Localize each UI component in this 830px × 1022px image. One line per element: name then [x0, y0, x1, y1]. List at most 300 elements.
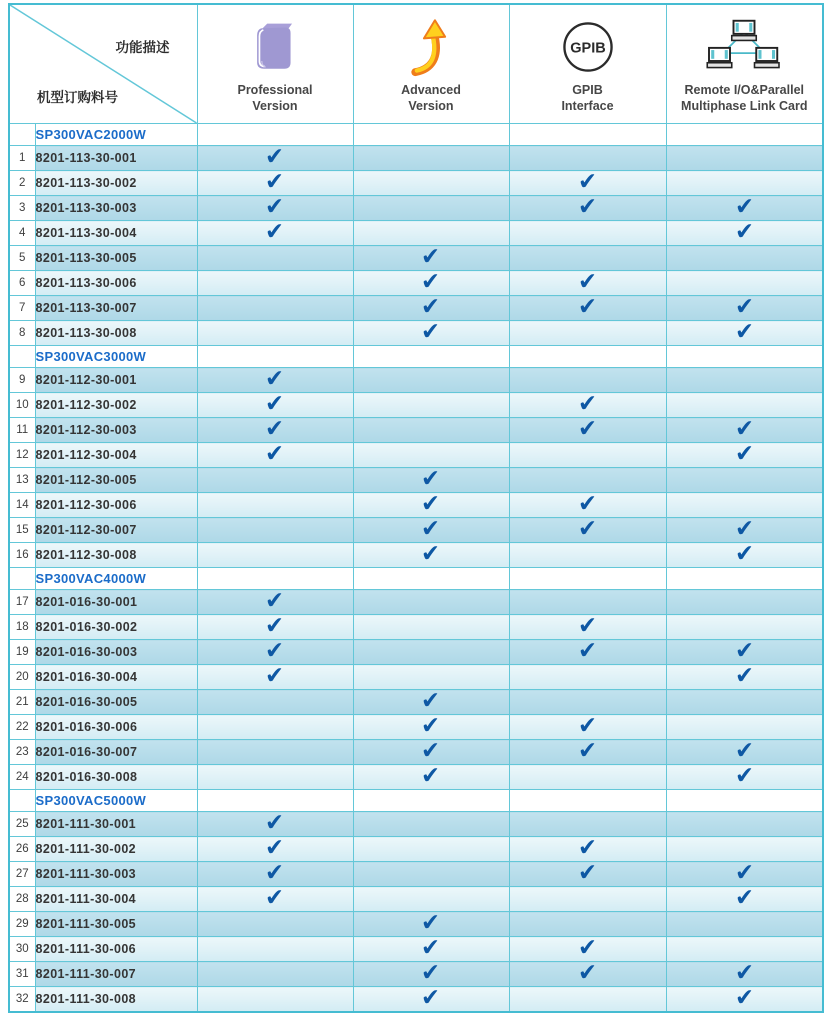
feature-cell-gpib-interface: [509, 711, 666, 740]
feature-cell-advanced-version: [353, 146, 509, 171]
check-icon: ✔: [420, 933, 442, 961]
row-number: 22: [9, 715, 35, 740]
part-row: [9, 246, 823, 271]
feature-cell-gpib-interface: [509, 167, 666, 196]
part-number: 8201-111-30-002: [35, 837, 197, 862]
part-row: [9, 912, 823, 937]
feature-cell-gpib-interface: [509, 611, 666, 640]
feature-cell-advanced-version: [353, 908, 509, 937]
part-row: [9, 837, 823, 862]
feature-cell-advanced-version: [353, 615, 509, 640]
feature-cell-remote-link-card: [666, 393, 823, 418]
feature-cell-professional-version: [197, 912, 353, 937]
feature-description-label: 功能描述: [115, 40, 170, 55]
check-icon: ✔: [577, 514, 598, 542]
feature-cell-advanced-version: [353, 887, 509, 912]
model-part-number-label: 机型订购料号: [37, 90, 118, 105]
check-icon: ✔: [420, 464, 442, 492]
up-arrow-icon: [409, 14, 453, 80]
check-icon: ✔: [264, 192, 286, 220]
check-icon: ✔: [577, 736, 598, 764]
feature-cell-professional-version: [197, 414, 353, 443]
check-icon: ✔: [577, 167, 598, 195]
model-name: SP300VAC4000W: [35, 568, 197, 590]
part-number: 8201-111-30-003: [35, 862, 197, 887]
feature-cell-advanced-version: [353, 862, 509, 887]
feature-cell-professional-version: [197, 217, 353, 246]
feature-cell-professional-version: [197, 740, 353, 765]
model-name: SP300VAC5000W: [35, 790, 197, 812]
feature-cell-professional-version: [197, 690, 353, 715]
feature-cell-gpib-interface: [509, 389, 666, 418]
check-icon: ✔: [577, 858, 598, 886]
feature-cell-gpib-interface: [509, 221, 666, 246]
feature-cell-remote-link-card: [666, 217, 823, 246]
feature-cell-remote-link-card: [666, 539, 823, 568]
matrix-body: [9, 124, 823, 1013]
row-number: 30: [9, 937, 35, 962]
part-number: 8201-016-30-002: [35, 615, 197, 640]
part-row: [9, 862, 823, 887]
feature-cell-advanced-version: [353, 196, 509, 221]
check-icon: ✔: [733, 217, 755, 245]
check-icon: ✔: [577, 414, 598, 442]
section-empty-cell-remote-link-card: [666, 568, 823, 590]
feature-cell-remote-link-card: [666, 514, 823, 543]
row-number: 1: [9, 146, 35, 171]
section-number-cell: [9, 568, 35, 590]
part-row: [9, 271, 823, 296]
feature-cell-gpib-interface: [509, 987, 666, 1013]
part-number: 8201-016-30-004: [35, 665, 197, 690]
check-icon: ✔: [264, 883, 286, 911]
feature-cell-remote-link-card: [666, 292, 823, 321]
feature-cell-advanced-version: [353, 242, 509, 271]
column-header-label: Professional Version: [237, 82, 313, 113]
check-icon: ✔: [420, 514, 442, 542]
feature-cell-advanced-version: [353, 489, 509, 518]
feature-cell-professional-version: [197, 715, 353, 740]
feature-cell-advanced-version: [353, 686, 509, 715]
check-icon: ✔: [577, 489, 598, 517]
feature-cell-professional-version: [197, 271, 353, 296]
check-icon: ✔: [264, 217, 286, 245]
feature-cell-advanced-version: [353, 393, 509, 418]
part-number: 8201-111-30-005: [35, 912, 197, 937]
part-row: [9, 765, 823, 790]
part-number: 8201-112-30-006: [35, 493, 197, 518]
row-number: 10: [9, 393, 35, 418]
row-number: 6: [9, 271, 35, 296]
part-row: [9, 418, 823, 443]
check-icon: ✔: [264, 636, 286, 664]
part-number: 8201-016-30-003: [35, 640, 197, 665]
feature-cell-professional-version: [197, 321, 353, 346]
check-icon: ✔: [264, 808, 286, 836]
part-number: 8201-113-30-005: [35, 246, 197, 271]
column-header-gpib-interface: [509, 4, 666, 124]
check-icon: ✔: [733, 636, 755, 664]
feature-cell-advanced-version: [353, 812, 509, 837]
feature-cell-professional-version: [197, 858, 353, 887]
check-icon: ✔: [733, 883, 755, 911]
check-icon: ✔: [577, 958, 598, 986]
check-icon: ✔: [420, 489, 442, 517]
part-number: 8201-112-30-001: [35, 368, 197, 393]
section-number-cell: [9, 346, 35, 368]
part-row: [9, 715, 823, 740]
feature-cell-gpib-interface: [509, 443, 666, 468]
check-icon: ✔: [264, 439, 286, 467]
check-icon: ✔: [264, 833, 286, 861]
section-empty-cell-advanced-version: [353, 346, 509, 368]
feature-cell-remote-link-card: [666, 937, 823, 962]
part-row: [9, 690, 823, 715]
part-number: 8201-112-30-004: [35, 443, 197, 468]
feature-cell-advanced-version: [353, 590, 509, 615]
part-row: [9, 196, 823, 221]
feature-cell-remote-link-card: [666, 883, 823, 912]
row-number: 29: [9, 912, 35, 937]
check-icon: ✔: [577, 292, 598, 320]
feature-cell-advanced-version: [353, 736, 509, 765]
feature-cell-advanced-version: [353, 711, 509, 740]
feature-cell-professional-version: [197, 937, 353, 962]
feature-cell-remote-link-card: [666, 368, 823, 393]
part-row: [9, 146, 823, 171]
part-number: 8201-016-30-005: [35, 690, 197, 715]
part-number: 8201-113-30-006: [35, 271, 197, 296]
feature-cell-advanced-version: [353, 368, 509, 393]
feature-cell-gpib-interface: [509, 468, 666, 493]
feature-cell-professional-version: [197, 543, 353, 568]
feature-cell-gpib-interface: [509, 321, 666, 346]
feature-cell-remote-link-card: [666, 439, 823, 468]
check-icon: ✔: [733, 292, 755, 320]
check-icon: ✔: [733, 514, 755, 542]
feature-cell-remote-link-card: [666, 715, 823, 740]
check-icon: ✔: [733, 958, 755, 986]
column-header-professional-version: [197, 4, 353, 124]
feature-cell-professional-version: [197, 962, 353, 987]
feature-cell-professional-version: [197, 296, 353, 321]
part-number: 8201-113-30-001: [35, 146, 197, 171]
feature-cell-remote-link-card: [666, 736, 823, 765]
feature-cell-professional-version: [197, 192, 353, 221]
check-icon: ✔: [577, 389, 598, 417]
part-number: 8201-111-30-008: [35, 987, 197, 1013]
check-icon: ✔: [420, 908, 442, 936]
check-icon: ✔: [420, 711, 442, 739]
feature-cell-gpib-interface: [509, 543, 666, 568]
check-icon: ✔: [733, 761, 755, 789]
feature-cell-remote-link-card: [666, 146, 823, 171]
feature-cell-professional-version: [197, 586, 353, 615]
part-number: 8201-113-30-002: [35, 171, 197, 196]
feature-cell-remote-link-card: [666, 271, 823, 296]
part-row: [9, 640, 823, 665]
row-number: 4: [9, 221, 35, 246]
feature-cell-professional-version: [197, 611, 353, 640]
row-number: 11: [9, 418, 35, 443]
row-number: 2: [9, 171, 35, 196]
row-number: 32: [9, 987, 35, 1013]
check-icon: ✔: [264, 611, 286, 639]
section-empty-cell-remote-link-card: [666, 346, 823, 368]
feature-cell-gpib-interface: [509, 292, 666, 321]
feature-cell-remote-link-card: [666, 661, 823, 690]
section-empty-cell-gpib-interface: [509, 568, 666, 590]
feature-cell-professional-version: [197, 364, 353, 393]
feature-cell-advanced-version: [353, 317, 509, 346]
feature-cell-gpib-interface: [509, 665, 666, 690]
part-row: [9, 321, 823, 346]
feature-cell-remote-link-card: [666, 761, 823, 790]
svg-text:GPIB: GPIB: [569, 40, 606, 57]
feature-cell-remote-link-card: [666, 812, 823, 837]
row-number: 8: [9, 321, 35, 346]
row-number: 24: [9, 765, 35, 790]
row-number: 9: [9, 368, 35, 393]
model-section-row: [9, 124, 823, 146]
check-icon: ✔: [577, 933, 598, 961]
check-icon: ✔: [264, 389, 286, 417]
feature-cell-remote-link-card: [666, 171, 823, 196]
book-icon: [250, 14, 300, 80]
part-row: [9, 987, 823, 1013]
part-row: [9, 171, 823, 196]
check-icon: ✔: [264, 858, 286, 886]
feature-cell-gpib-interface: [509, 933, 666, 962]
part-number: 8201-111-30-001: [35, 812, 197, 837]
check-icon: ✔: [733, 661, 755, 689]
row-number: 5: [9, 246, 35, 271]
feature-cell-remote-link-card: [666, 858, 823, 887]
network-computers-icon: [702, 14, 786, 80]
feature-cell-advanced-version: [353, 267, 509, 296]
feature-cell-professional-version: [197, 808, 353, 837]
feature-cell-professional-version: [197, 636, 353, 665]
part-number: 8201-016-30-007: [35, 740, 197, 765]
feature-cell-advanced-version: [353, 837, 509, 862]
part-row: [9, 296, 823, 321]
feature-cell-remote-link-card: [666, 468, 823, 493]
feature-cell-remote-link-card: [666, 493, 823, 518]
feature-cell-gpib-interface: [509, 146, 666, 171]
part-number: 8201-111-30-004: [35, 887, 197, 912]
check-icon: ✔: [577, 636, 598, 664]
feature-cell-advanced-version: [353, 514, 509, 543]
row-number: 14: [9, 493, 35, 518]
feature-cell-gpib-interface: [509, 267, 666, 296]
feature-cell-gpib-interface: [509, 590, 666, 615]
part-number: 8201-112-30-003: [35, 418, 197, 443]
check-icon: ✔: [420, 539, 442, 567]
feature-cell-advanced-version: [353, 640, 509, 665]
check-icon: ✔: [420, 761, 442, 789]
row-number: 21: [9, 690, 35, 715]
check-icon: ✔: [420, 267, 442, 295]
part-number: 8201-113-30-007: [35, 296, 197, 321]
feature-cell-gpib-interface: [509, 192, 666, 221]
check-icon: ✔: [264, 167, 286, 195]
row-number: 13: [9, 468, 35, 493]
part-row: [9, 393, 823, 418]
model-section-row: [9, 790, 823, 812]
check-icon: ✔: [420, 317, 442, 345]
row-number: 18: [9, 615, 35, 640]
feature-cell-remote-link-card: [666, 983, 823, 1013]
feature-cell-gpib-interface: [509, 958, 666, 987]
feature-cell-remote-link-card: [666, 912, 823, 937]
section-empty-cell-gpib-interface: [509, 346, 666, 368]
part-row: [9, 887, 823, 912]
feature-cell-professional-version: [197, 439, 353, 468]
section-number-cell: [9, 790, 35, 812]
model-section-row: [9, 346, 823, 368]
check-icon: ✔: [577, 192, 598, 220]
row-number: 16: [9, 543, 35, 568]
check-icon: ✔: [733, 983, 755, 1011]
part-row: [9, 740, 823, 765]
check-icon: ✔: [733, 414, 755, 442]
check-icon: ✔: [577, 711, 598, 739]
section-empty-cell-advanced-version: [353, 568, 509, 590]
feature-cell-advanced-version: [353, 418, 509, 443]
section-empty-cell-remote-link-card: [666, 124, 823, 146]
feature-cell-professional-version: [197, 661, 353, 690]
row-number: 20: [9, 665, 35, 690]
check-icon: ✔: [733, 539, 755, 567]
check-icon: ✔: [733, 736, 755, 764]
row-number: 15: [9, 518, 35, 543]
check-icon: ✔: [264, 364, 286, 392]
feature-cell-gpib-interface: [509, 858, 666, 887]
feature-cell-gpib-interface: [509, 368, 666, 393]
feature-cell-advanced-version: [353, 171, 509, 196]
part-row: [9, 443, 823, 468]
feature-cell-professional-version: [197, 518, 353, 543]
row-number: 28: [9, 887, 35, 912]
feature-cell-advanced-version: [353, 292, 509, 321]
part-row: [9, 590, 823, 615]
part-number: 8201-111-30-007: [35, 962, 197, 987]
part-number: 8201-113-30-003: [35, 196, 197, 221]
check-icon: ✔: [264, 586, 286, 614]
part-number: 8201-016-30-006: [35, 715, 197, 740]
check-icon: ✔: [577, 267, 598, 295]
check-icon: ✔: [420, 292, 442, 320]
part-row: [9, 518, 823, 543]
model-name: SP300VAC3000W: [35, 346, 197, 368]
feature-cell-professional-version: [197, 167, 353, 196]
feature-cell-gpib-interface: [509, 414, 666, 443]
feature-cell-professional-version: [197, 883, 353, 912]
feature-cell-professional-version: [197, 468, 353, 493]
row-number: 25: [9, 812, 35, 837]
feature-cell-gpib-interface: [509, 736, 666, 765]
feature-cell-remote-link-card: [666, 615, 823, 640]
feature-cell-remote-link-card: [666, 837, 823, 862]
feature-cell-advanced-version: [353, 983, 509, 1013]
section-empty-cell-advanced-version: [353, 790, 509, 812]
part-number: 8201-112-30-008: [35, 543, 197, 568]
row-number: 17: [9, 590, 35, 615]
check-icon: ✔: [420, 242, 442, 270]
feature-cell-gpib-interface: [509, 812, 666, 837]
feature-cell-gpib-interface: [509, 912, 666, 937]
part-row: [9, 468, 823, 493]
row-number: 31: [9, 962, 35, 987]
feature-cell-advanced-version: [353, 665, 509, 690]
row-number: 7: [9, 296, 35, 321]
feature-cell-gpib-interface: [509, 690, 666, 715]
feature-cell-gpib-interface: [509, 246, 666, 271]
part-number: 8201-113-30-008: [35, 321, 197, 346]
part-number: 8201-112-30-005: [35, 468, 197, 493]
check-icon: ✔: [733, 192, 755, 220]
feature-cell-professional-version: [197, 833, 353, 862]
check-icon: ✔: [733, 317, 755, 345]
row-number: 12: [9, 443, 35, 468]
check-icon: ✔: [264, 142, 286, 170]
column-header-label: GPIB Interface: [561, 82, 614, 113]
model-section-row: [9, 568, 823, 590]
check-icon: ✔: [264, 414, 286, 442]
check-icon: ✔: [420, 686, 442, 714]
diagonal-header-cell: [9, 4, 197, 124]
feature-cell-gpib-interface: [509, 765, 666, 790]
part-row: [9, 962, 823, 987]
feature-cell-advanced-version: [353, 464, 509, 493]
feature-cell-remote-link-card: [666, 590, 823, 615]
feature-cell-professional-version: [197, 246, 353, 271]
part-row: [9, 221, 823, 246]
check-icon: ✔: [264, 661, 286, 689]
part-number: 8201-113-30-004: [35, 221, 197, 246]
feature-cell-remote-link-card: [666, 317, 823, 346]
feature-cell-gpib-interface: [509, 887, 666, 912]
section-empty-cell-advanced-version: [353, 124, 509, 146]
part-row: [9, 615, 823, 640]
feature-cell-professional-version: [197, 987, 353, 1013]
feature-cell-remote-link-card: [666, 246, 823, 271]
feature-cell-remote-link-card: [666, 690, 823, 715]
part-row: [9, 543, 823, 568]
feature-cell-advanced-version: [353, 539, 509, 568]
row-number: 3: [9, 196, 35, 221]
check-icon: ✔: [420, 983, 442, 1011]
feature-cell-gpib-interface: [509, 636, 666, 665]
column-header-label: Advanced Version: [401, 82, 461, 113]
header-row: [9, 4, 823, 124]
part-number: 8201-111-30-006: [35, 937, 197, 962]
column-header-remote-link-card: [666, 4, 823, 124]
check-icon: ✔: [577, 833, 598, 861]
row-number: 26: [9, 837, 35, 862]
feature-cell-professional-version: [197, 493, 353, 518]
feature-cell-remote-link-card: [666, 414, 823, 443]
feature-cell-professional-version: [197, 389, 353, 418]
section-empty-cell-gpib-interface: [509, 124, 666, 146]
feature-cell-advanced-version: [353, 443, 509, 468]
model-name: SP300VAC2000W: [35, 124, 197, 146]
feature-cell-advanced-version: [353, 933, 509, 962]
section-empty-cell-remote-link-card: [666, 790, 823, 812]
feature-cell-gpib-interface: [509, 514, 666, 543]
check-icon: ✔: [733, 858, 755, 886]
feature-cell-advanced-version: [353, 221, 509, 246]
